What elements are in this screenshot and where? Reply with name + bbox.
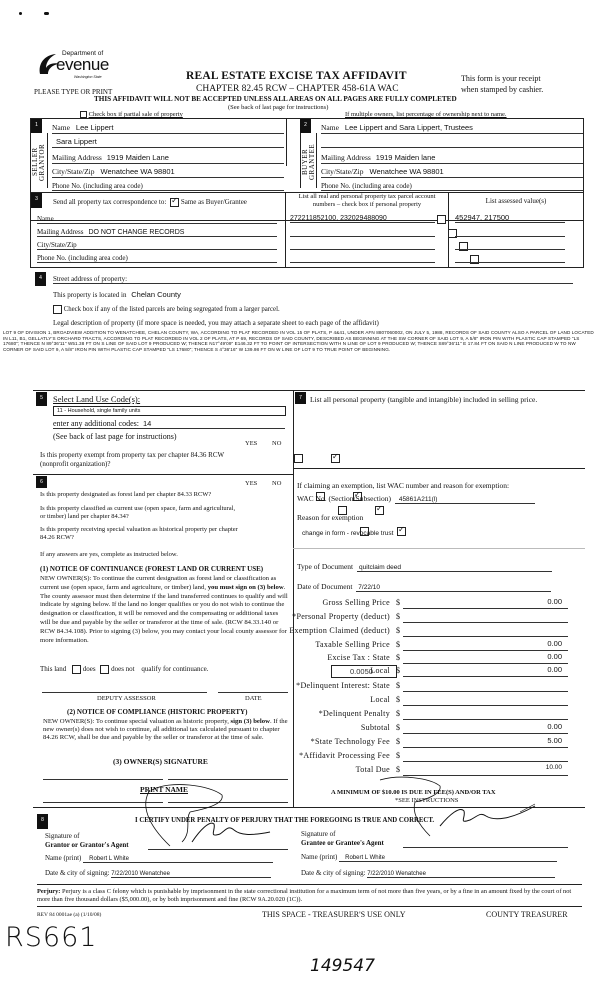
grantee-signature-line[interactable] (403, 847, 568, 848)
assessed-row (455, 213, 565, 223)
assessed-row (455, 253, 565, 263)
personal-property-checkbox[interactable] (437, 215, 446, 224)
no-header: NO (272, 440, 282, 447)
grantee-signature-label: Signature of Grantee or Grantee's Agent (301, 830, 384, 847)
fee-value[interactable]: 0.00 (547, 639, 562, 648)
tax-address-field[interactable]: DO NOT CHANGE RECORDS (88, 229, 185, 236)
grantee-address-field[interactable]: 1919 Maiden lane (375, 153, 436, 162)
county-field[interactable]: Chelan County (131, 290, 181, 299)
grantee-name-field[interactable]: Lee Lippert and Sara Lippert, Trustees (344, 123, 473, 132)
yes-header: YES (245, 440, 258, 447)
minimum-due-note: A MINIMUM OF $10.00 IS DUE IN FEE(S) AND/OR TAX (331, 789, 496, 796)
section-1-badge: 1 (31, 119, 42, 133)
grantee-phone-label: Phone No. (including area code) (321, 182, 412, 190)
date-line (218, 692, 288, 693)
see-instructions-note: *SEE INSTRUCTIONS (395, 797, 459, 804)
see-back-note: (See back of last page for instructions) (228, 104, 329, 111)
located-in: This property is located in Chelan County (53, 290, 181, 299)
grantee-city-row (321, 167, 583, 178)
grantee-print-name-field[interactable]: Robert L White (339, 855, 557, 862)
tax-name-row (37, 214, 277, 224)
if-yes-note: If any answers are yes, complete as instructed below. (40, 551, 178, 558)
grantee-name2-row (321, 138, 583, 148)
fee-personal-property: *Personal Property (deduct) $ (300, 612, 570, 624)
fee-state-technology: *State Technology Fee $ 5.00 (300, 737, 570, 749)
section-5-badge: 5 (36, 392, 47, 406)
yes-header-6: YES (245, 480, 258, 487)
receipt-note-1: This form is your receipt (461, 74, 541, 83)
reason-field[interactable]: change in form - revocable trust (302, 530, 394, 537)
section-3-badge: 3 (31, 193, 42, 208)
grantor-city-row (52, 167, 284, 178)
street-address-row (53, 274, 573, 284)
fee-gross-selling-price: Gross Selling Price $ 0.00 (300, 598, 570, 610)
parcel-field[interactable]: 272211852100, 232029488090 (290, 215, 387, 222)
section-7-badge: 7 (295, 392, 306, 404)
fee-subtotal: Subtotal $ 0.00 (300, 723, 570, 735)
fee-taxable-selling-price: Taxable Selling Price $ 0.00 (300, 640, 570, 652)
local-rate-value: 0.0050 (350, 667, 373, 676)
revision-code: REV 84 0001ae (a) (1/10/08) (37, 912, 102, 918)
section-4-badge: 4 (35, 272, 46, 286)
grantor-name2-field[interactable]: Sara Lippert (56, 137, 97, 146)
continuance-row: This land does does not qualify for continuance. (40, 665, 209, 674)
does-checkbox[interactable] (72, 665, 81, 674)
exempt-yes-checkbox[interactable] (294, 454, 303, 463)
warning-banner: THIS AFFIDAVIT WILL NOT BE ACCEPTED UNLESS ALL AREAS ON ALL PAGES ARE FULLY COMPLETED (94, 95, 457, 103)
segregated-row: Check box if any of the listed parcels are being segregated from a larger parcel. (53, 305, 280, 314)
fee-total-due: Total Due $ 10.00 (300, 765, 570, 777)
assessed-header: List assessed value(s) (485, 197, 547, 205)
perjury-notice: Perjury: Perjury is a class C felony which is punishable by imprisonment in the state correctional institution for a maximum term of not more than five years, or by a fine in an amount fixed by the court of not more than five thousand dollars ($5,000.00), or by both imprisonment and fine (RCW 9A.20.020 (1C)). (37, 888, 582, 907)
fee-excise-local: Local $ 0.00 (300, 666, 570, 678)
fee-affidavit-processing: *Affidavit Processing Fee $ (300, 751, 570, 763)
grantor-signature-icon (130, 780, 290, 850)
grantor-name-row (52, 123, 284, 134)
fee-value[interactable]: 5.00 (547, 736, 562, 745)
grantor-name-label: Name (52, 123, 70, 132)
fee-excise-state: Excise Tax : State $ 0.00 (300, 653, 570, 665)
section-8-badge: 8 (37, 814, 48, 829)
grantee-date-row: Date & city of signing: 7/22/2010 Wenatchee (301, 869, 569, 880)
grantor-date-row: Date & city of signing: 7/22/2010 Wenatchee (45, 869, 288, 880)
assessed-row (455, 240, 565, 250)
land-use-value: 11 - Household, single family units (57, 408, 141, 414)
seller-label: SELLER GRANTOR (31, 143, 46, 181)
exempt-question: Is this property exempt from property tax per chapter 84.36 RCW (nonprofit organization)? (40, 451, 224, 468)
no-header-6: NO (272, 480, 282, 487)
section3-col-divider-1 (285, 192, 286, 268)
parcel-row (290, 227, 435, 237)
additional-codes-field[interactable]: 14 (142, 419, 152, 428)
reason-label: Reason for exemption (297, 513, 364, 522)
grantee-city-field[interactable]: Wenatchee WA 98801 (369, 167, 444, 176)
current-use-question: Is this property classified as current use (open space, farm and agricultural, or timber) land per chapter 84.34? (40, 505, 236, 520)
fee-exemption-claimed: Exemption Claimed (deduct) $ (300, 626, 570, 638)
grantee-name-row (321, 123, 583, 134)
section6-divider (33, 474, 293, 475)
parcel-row (290, 240, 435, 250)
land-use-select[interactable] (53, 406, 286, 416)
section-6-badge: 6 (36, 476, 47, 488)
notice-continuance-title: (1) NOTICE OF CONTINUANCE (FOREST LAND OR CURRENT USE) (40, 565, 264, 573)
multiple-owners-note: If multiple owners, list percentage of ownership next to name. (345, 111, 507, 118)
date-label: DATE (245, 695, 262, 702)
legal-description-label: Legal description of property (if more space is needed, you may attach a separate sheet to each page of the affidavit) (53, 319, 379, 327)
treasurer-use-only: THIS SPACE - TREASURER'S USE ONLY (262, 910, 406, 919)
segregated-checkbox[interactable] (53, 305, 62, 314)
wac-row: WAC No. (Section/Subsection) 45861A211(l) (297, 494, 569, 505)
fee-delinquent-penalty: *Delinquent Penalty $ (300, 709, 570, 721)
forest-land-question: Is this property designated as forest land per chapter 84.33 RCW? (40, 491, 212, 498)
tax-address-label: Mailing Address (37, 228, 84, 236)
land-use-label: Select Land Use Code(s): (53, 394, 141, 404)
grantor-phone-row (52, 181, 284, 191)
partial-sale-checkbox[interactable] (80, 111, 87, 118)
tax-address-row (37, 227, 277, 237)
grantee-phone-row (321, 181, 583, 191)
logo-main: evenue (56, 55, 109, 74)
grantor-city-label: City/State/Zip (52, 167, 95, 176)
notice-compliance-title: (2) NOTICE OF COMPLIANCE (HISTORIC PROPERTY) (67, 708, 248, 716)
tax-name-label: Name (37, 215, 54, 223)
grantee-name-label: Name (321, 123, 339, 132)
parcels-header: List all real and personal property tax parcel account numbers – check box if personal property (298, 193, 436, 208)
deputy-line (42, 692, 207, 693)
grantor-name2-row (52, 137, 284, 148)
see-back-instructions: (See back of last page for instructions) (53, 432, 177, 441)
buyer-label: BUYER GRANTEE (301, 143, 316, 181)
grantor-address-row (52, 153, 284, 164)
grantee-print-name-row: Name (print) Robert L White (301, 853, 569, 864)
does-not-checkbox[interactable] (100, 665, 109, 674)
additional-codes: enter any additional codes: 14 (53, 419, 285, 429)
fee-delinquent-interest-local: Local $ (300, 695, 570, 707)
legal-description-text: LOT 9 OF DIVISION 1, BROADVIEW ADDITION TO WENATCHEE, CHELAN COUNTY, WA, ACCORDING TO PLAT RECORDED IN VOL 15 OF PLATS, P 4&41, UNDER AFN 8807060002, ON JULY 5, 1988, RECORDS OF SAID COUNTY ALSO A PARCEL OF LAND LOCATED IN L11, B1, GELLATLY'S ORCHARD TRACTS, ACCORDING TO PLAT RECORDED IN VOL 2 OF PLATS, AT P 69, RECORDS OF SAID COUNTY, DESCRIBED AS BEGINNING AT THE SW CORNER OF SAID LOT 9, A 5/8" IRON PIN WITH PLASTIC CAP STAMPED "LS 17680"; THENCE N 89°36'11" W51.38 FT ON S LINE OF SAID LOT 9 PRODUCED W; THENCE N17°49'09" E146.32 FT TO POINT OF INTERSECTION WITH N LINE OF LOT 9 PRODUCED W; THENCE S89°36'11" E 17.84 FT ON SAID N LINE PRODUCED W TO NW CORNER OF SAID LOT 9, A 5/8" IRON PIN WITH PLASTIC CAP STAMPED "LS 17680"; THENCE S 4°36'16" W 139.98 FT ON W LINE OF LOT 9 TO TRUE POINT OF BEGINNING. (3, 330, 594, 352)
grantee-address-label: Mailing Address (321, 153, 371, 162)
assessed-field[interactable]: 452947, 217500 (455, 213, 510, 222)
fee-delinquent-interest-state: *Delinquent Interest: State $ (300, 681, 570, 693)
grantor-print-name-row: Name (print) Robert L White (45, 854, 288, 865)
certify-statement: I CERTIFY UNDER PENALTY OF PERJURY THAT THE FOREGOING IS TRUE AND CORRECT. (135, 817, 435, 824)
fee-value[interactable]: 10.00 (545, 764, 562, 771)
current-use-no-checkbox[interactable] (375, 506, 384, 515)
logo-sub: Washington State (74, 75, 102, 79)
handwritten-number: 149547 (310, 956, 375, 976)
tax-city-label: City/State/Zip (37, 241, 77, 249)
form-title: REAL ESTATE EXCISE TAX AFFIDAVIT (186, 70, 407, 82)
section7-divider (293, 468, 585, 469)
tax-city-row (37, 240, 277, 250)
historical-question: Is this property receiving special valuation as historical property per chapter 84.26 RCW? (40, 526, 238, 541)
exemption-label: If claiming an exemption, list WAC number and reason for exemption: (297, 481, 510, 490)
send-correspondence: Send all property tax correspondence to: ✓ Same as Buyer/Grantee (53, 198, 247, 207)
doc-type-row: Type of Document quitclaim deed (297, 562, 572, 573)
form-chapter: CHAPTER 82.45 RCW – CHAPTER 458-61A WAC (196, 84, 399, 94)
fee-value[interactable]: 0.00 (547, 597, 562, 606)
street-address-label: Street address of property: (53, 275, 128, 283)
doc-type-field[interactable]: quitclaim deed (357, 564, 552, 572)
owner-signature-title: (3) OWNER(S) SIGNATURE (113, 757, 208, 766)
fee-value[interactable]: 0.00 (547, 722, 562, 731)
assessed-row (455, 227, 565, 237)
section8-bottom-line (37, 884, 582, 885)
handwritten-code: RS661 (5, 922, 98, 953)
grantor-address-field[interactable]: 1919 Maiden Lane (106, 153, 169, 162)
exempt-no-checkbox[interactable] (331, 454, 340, 463)
grantor-name-field[interactable]: Lee Lippert (75, 123, 114, 132)
scan-mark (44, 12, 49, 15)
historical-no-checkbox[interactable] (397, 527, 406, 536)
personal-property-label: List all personal property (tangible and intangible) included in selling price. (310, 395, 538, 404)
grantor-signature-label: Signature of Grantor or Grantor's Agent (45, 832, 129, 849)
parcel-row (290, 253, 435, 263)
grantor-date-field[interactable]: 7/22/2010 Wenatchee (111, 871, 271, 878)
grantee-date-field[interactable]: 7/22/2010 Wenatchee (367, 871, 555, 878)
grantee-city-label: City/State/Zip (321, 167, 364, 176)
wac-field[interactable]: 45861A211(l) (395, 496, 535, 504)
notice-continuance-body: NEW OWNER(S): To continue the current designation as forest land or classification as current use (open space, farm and agriculture, or timber) land, you must sign on (3) below. The county assessor must then determine if the land transferred continues to qualify and will indicate by signing below. If the land no longer qualifies or you do not wish to continue the designation or classification, it will be removed and the compensating or additional taxes will be due and payable by the seller or transferor at the time of sale. (RCW 84.33.140 or RCW 84.34.108). Prior to signing (3) below, you may contact your local county assessor for more information. (40, 575, 288, 644)
scan-mark (19, 12, 22, 15)
revenue-logo (36, 48, 116, 80)
tax-phone-label: Phone No. (including area code) (37, 254, 128, 262)
same-as-buyer-checkbox[interactable] (170, 198, 179, 207)
deputy-assessor-label: DEPUTY ASSESSOR (97, 695, 156, 702)
grantor-print-name-field[interactable]: Robert L White (83, 856, 273, 863)
partial-sale-label: Check box if partial sale of property (88, 111, 183, 118)
print-name-label: PRINT NAME (140, 785, 188, 794)
doc-date-row: Date of Document 7/22/10 (297, 582, 572, 593)
parcel-row (290, 213, 435, 223)
grantor-city-field[interactable]: Wenatchee WA 98801 (100, 167, 175, 176)
grantor-phone-label: Phone No. (including area code) (52, 182, 143, 190)
doc-date-field[interactable]: 7/22/10 (356, 584, 551, 592)
grantor-address-label: Mailing Address (52, 153, 102, 162)
section-2-badge: 2 (300, 119, 311, 133)
logo-top: Department of (62, 50, 104, 57)
notice-compliance-body: NEW OWNER(S): To continue special valuation as historic property, sign (3) below. If the new owner(s) does not wish to continue, all additional tax calculated pursuant to chapter 84.26 RCW, shall be due and payable by the seller or transferor at the time of sale. (43, 718, 288, 742)
fee-value[interactable]: 0.00 (547, 665, 562, 674)
grantee-signature-icon (370, 776, 570, 846)
please-type: PLEASE TYPE OR PRINT (34, 88, 113, 96)
parties-divider (286, 118, 287, 166)
grantee-address-row (321, 153, 583, 164)
fee-value[interactable]: 0.00 (547, 652, 562, 661)
county-treasurer: COUNTY TREASURER (486, 910, 568, 919)
partial-sale[interactable] (80, 111, 183, 118)
receipt-note-2: when stamped by cashier. (461, 85, 544, 94)
section7-divider-2 (293, 548, 585, 549)
tax-phone-row (37, 253, 277, 263)
